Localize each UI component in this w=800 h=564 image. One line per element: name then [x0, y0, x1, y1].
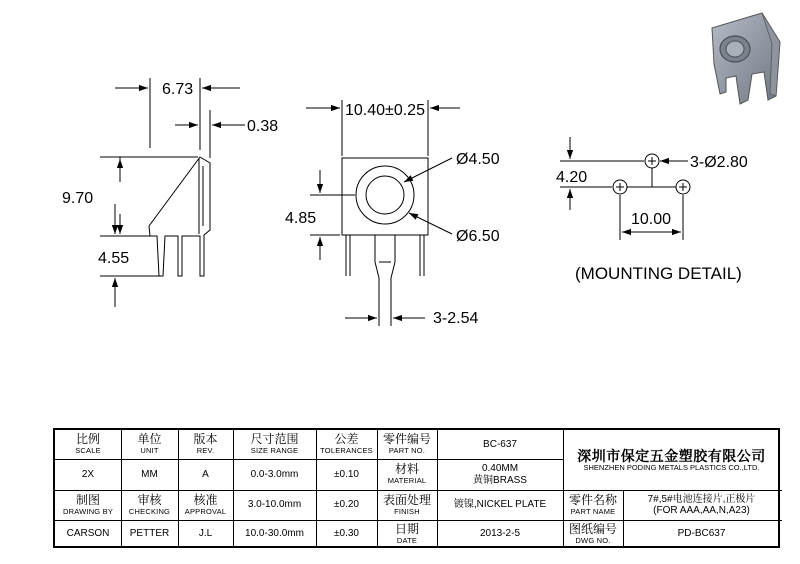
rev-header: 版本 REV.: [193, 432, 218, 456]
size-range-1: 0.0-3.0mm: [250, 468, 299, 480]
unit-header: 单位 UNIT: [137, 432, 162, 456]
scale-header: 比例 SCALE: [75, 432, 101, 456]
dwg-no-header: 图纸编号 DWG NO.: [568, 521, 617, 545]
side-width-label: 6.73: [162, 81, 194, 98]
size-range-3: 10.0-30.0mm: [245, 528, 304, 540]
mount-height-label: 4.20: [556, 169, 588, 186]
finish-header: 表面处理 FINISH: [382, 492, 431, 516]
front-width-label: 10.40±0.25: [345, 102, 425, 119]
part-name-header: 零件名称 PART NAME: [568, 492, 617, 516]
finish-value: 镀镍,NICKEL PLATE: [453, 499, 547, 511]
checking-value: PETTER: [129, 528, 170, 540]
material-header: 材料 MATERIAL: [387, 462, 427, 486]
checking-header: 审核 CHECKING: [128, 492, 171, 516]
approval-header: 核准 APPROVAL: [184, 492, 227, 516]
outer-diameter-label: Ø6.50: [456, 228, 500, 245]
dwg-no-value: PD-BC637: [677, 528, 726, 540]
unit-value: MM: [141, 468, 158, 480]
front-hole-height-label: 4.85: [285, 210, 317, 227]
title-block: [53, 428, 780, 548]
size-range-2: 3.0-10.0mm: [247, 499, 302, 511]
rev-value: A: [202, 468, 209, 480]
company-name: 深圳市保定五金塑胶有限公司 SHENZHEN PODING METALS PLASTICS CO.,LTD.: [577, 447, 766, 472]
drawn-by-value: CARSON: [66, 528, 110, 540]
mounting-detail-title: (MOUNTING DETAIL): [575, 264, 742, 283]
material-value: 0.40MM 黄铜BRASS: [473, 463, 527, 486]
part-3d-image: [712, 13, 780, 104]
front-view: [306, 100, 460, 326]
date-header: 日期 DATE: [394, 521, 419, 545]
tolerances-header: 公差 TOLERANCES: [320, 432, 373, 456]
size-range-header: 尺寸范围 SIZE RANGE: [250, 432, 299, 456]
mount-spacing-label: 10.00: [631, 211, 672, 228]
approval-value: J.L: [198, 528, 213, 540]
part-name-value: 7#,5#电池连接片,正极片 (FOR AAA,AA,N,A23): [647, 493, 756, 516]
side-thickness-label: 0.38: [247, 118, 279, 135]
part-no-header: 零件编号 PART NO.: [382, 432, 431, 456]
tolerance-3: ±0.30: [334, 528, 359, 540]
side-lower-label: 4.55: [98, 250, 130, 267]
inner-diameter-label: Ø4.50: [456, 151, 500, 168]
part-no-value: BC-637: [483, 438, 517, 450]
tolerance-1: ±0.10: [334, 468, 359, 480]
drawn-by-header: 制图 DRAWING BY: [62, 492, 114, 516]
mount-holes-label: 3-Ø2.80: [690, 154, 748, 171]
side-view: [100, 78, 245, 307]
tolerance-2: ±0.20: [334, 499, 359, 511]
scale-value: 2X: [81, 468, 95, 480]
date-value: 2013-2-5: [479, 528, 521, 540]
side-height-label: 9.70: [62, 190, 94, 207]
pin-pitch-label: 3-2.54: [433, 310, 479, 327]
